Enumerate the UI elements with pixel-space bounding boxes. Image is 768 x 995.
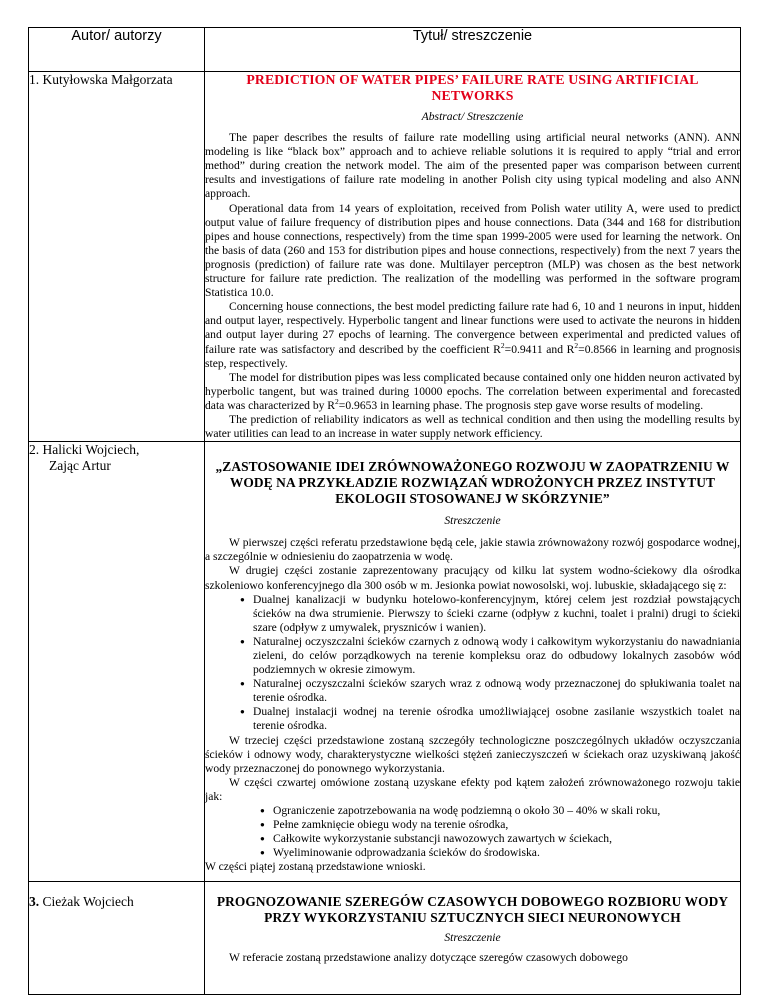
- entry-1-title: PREDICTION OF WATER PIPES’ FAILURE RATE USING ARTIFICIAL NETWORKS: [246, 72, 699, 103]
- entry-row-1: [29, 72, 741, 442]
- list-item: ● Ograniczenie zapotrzebowania na wodę podziemną o około 30 – 40% w skali roku,: [273, 804, 740, 818]
- header-title: Tytuł/ streszczenie: [205, 28, 741, 72]
- entry-2-subtitle: Streszczenie: [444, 514, 501, 528]
- abstracts-table: [28, 27, 741, 995]
- list-item: ● Wyeliminowanie odprowadzania ścieków do środowiska.: [273, 846, 740, 860]
- entry-2-paragraph: W drugiej części zostanie zaprezentowany pracujący od kilku lat system wodno-ściekowy dla ośrodka szkoleniowo konferencyjnego dla 300 osób w m. Jesionka powiat nowosolski, woj. lubuskie, składającego się z:: [205, 564, 740, 592]
- list-item: ● Pełne zamknięcie obiegu wody na terenie ośrodka,: [273, 818, 740, 832]
- entry-3-author-number: 3.: [29, 893, 40, 909]
- entry-3-paragraph: W referacie zostaną przedstawione analizy dotyczące szeregów czasowych dobowego: [229, 950, 628, 964]
- entry-row-2: [29, 442, 741, 881]
- table-header-row: [29, 28, 741, 72]
- entry-2-content: [205, 442, 741, 881]
- entry-2-author-line: 2. Halicki Wojciech,: [29, 442, 140, 458]
- entry-2-title: „ZASTOSOWANIE IDEI ZRÓWNOWAŻONEGO ROZWOJU W ZAOPATRZENIU W WODĘ NA PRZYKŁADZIE ROZWIĄZAŃ WDROŻONYCH PRZEZ INSTYTUT EKOLOGII STOSOWANEJ W SKÓRZYNIE”: [215, 459, 730, 507]
- list-item: ● Całkowite wykorzystanie substancji nawozowych zawartych w ściekach,: [273, 832, 740, 846]
- entry-2-paragraph: W części piątej zostaną przedstawione wnioski.: [205, 860, 426, 874]
- entry-row-3: [29, 881, 741, 994]
- entry-2-paragraph: W trzeciej części przedstawione zostaną szczegóły technologiczne poszczególnych układów oczyszczania ścieków i odnowy wody, charakterystyczne wielkości stężeń zanieczyszczeń w ściekach oraz uzyskiwaną jakość wody przeznaczonej do ponownego wykorzystania.: [205, 733, 740, 775]
- entry-3-author-name: Cieżak Wojciech: [39, 893, 134, 909]
- entry-2-author: [29, 442, 205, 881]
- entry-1-content: [205, 72, 741, 442]
- entry-3-author: [29, 881, 205, 994]
- entry-1-paragraph: The paper describes the results of failure rate modelling using artificial neural networks (ANN). ANN modeling is like “black box” approach and to achieve reliable solutions it is required to apply “trial and error method” during creation the network model. The aim of the presented paper was comparison between current results and investigations of failure rate modeling in another Polish city using typical modeling and also ANN approach.: [205, 131, 740, 201]
- entry-1-paragraph: Operational data from 14 years of exploitation, received from Polish water utility A, were used to predict output value of failure frequency of distribution pipes and house connections. Data (344 and 168 for distribution pipes and house connections, respectively) from the time span 1999-2005 were used for learning the network. On the basis of data (260 and 153 for distribution pipes and house connections, respectively) from the next 7 years the prognosis (prediction) of failure rate was done. Multilayer perceptron (MLP) was chosen as the best network structure for failure rate prediction. The realization of the modelling was performed in the software program Statistica 10.0.: [205, 201, 740, 300]
- entry-1-paragraph: Concerning house connections, the best model predicting failure rate had 6, 10 and 1 neurons in input, hidden and output layer, respectively. Hyperbolic tangent and linear functions were used to activate the neurons in hidden and output layer during 27 epochs of learning. The convergence between experimental and predicted values of failure rate was satisfactory and described by the coefficient $R^2=0.9411$ and $R^2=0.8566$ in learning and prognosis step, respectively.: [205, 300, 741, 370]
- entry-2-paragraph: W pierwszej części referatu przedstawione będą cele, jakie stawia zrównoważony rozwój gospodarce wodnej, a szczególnie w odniesieniu do zaopatrzenia w wodę.: [205, 536, 740, 564]
- entry-1-author: [29, 72, 205, 442]
- entry-1-subtitle: Abstract/ Streszczenie: [421, 110, 524, 123]
- entry-3-content: [205, 881, 741, 994]
- header-author: Autor/ autorzy: [29, 28, 205, 72]
- entry-1-paragraph: The model for distribution pipes was less complicated because contained only one hidden neuron activated by hyperbolic tangent, but was trained during 10000 epochs. The correlation between experimental and forecasted data was characterized by $R^2=0.9653$ in learning phase. The prognosis step gave worse results of modeling.: [205, 370, 740, 412]
- entry-1-author-text: 1. Kutyłowska Małgorzata: [29, 72, 173, 87]
- list-item: ● Dualnej kanalizacji w budynku hotelowo-konferencyjnym, której celem jest rozdział powstających ścieków na dwa strumienie. Pierwszy to ścieki czarne (odpływ z kuchni, toalet i pralni) drugi to ścieki szare (odpływ z umywalek, pryszniców i wanien).: [253, 593, 740, 635]
- entry-2-author-line: Zając Artur: [49, 458, 111, 474]
- entry-1-paragraph: The prediction of reliability indicators as well as technical condition and then using the modelling results by water utilities can lead to an increase in water supply network efficiency.: [205, 412, 740, 441]
- list-item: ● Dualnej instalacji wodnej na terenie ośrodka umożliwiającej osobne zasilanie wszystkich toalet na terenie ośrodka.: [253, 705, 740, 733]
- list-item: ● Naturalnej oczyszczalni ścieków szarych wraz z odnową wody przeznaczonej do spłukiwania toalet na terenie ośrodka.: [253, 677, 740, 705]
- entry-2-bullet-list: [205, 593, 740, 734]
- entry-2-bullet-list-2: [205, 804, 740, 860]
- list-item: ● Naturalnej oczyszczalni ścieków czarnych z odnową wody i całkowitym wykorzystaniu do nawadniania zieleni, do celów porządkowych na terenie kompleksu oraz do odbudowy lokalnych zasobów wód podziemnych w okresie zimowym.: [253, 635, 740, 677]
- entry-2-paragraph: W części czwartej omówione zostaną uzyskane efekty pod kątem założeń zrównoważonego rozwoju takie jak:: [205, 775, 740, 803]
- entry-3-title: PROGNOZOWANIE SZEREGÓW CZASOWYCH DOBOWEGO ROZBIORU WODY PRZY WYKORZYSTANIU SZTUCZNYCH SIECI NEURONOWYCH: [216, 893, 729, 925]
- entry-3-subtitle: Streszczenie: [444, 930, 501, 944]
